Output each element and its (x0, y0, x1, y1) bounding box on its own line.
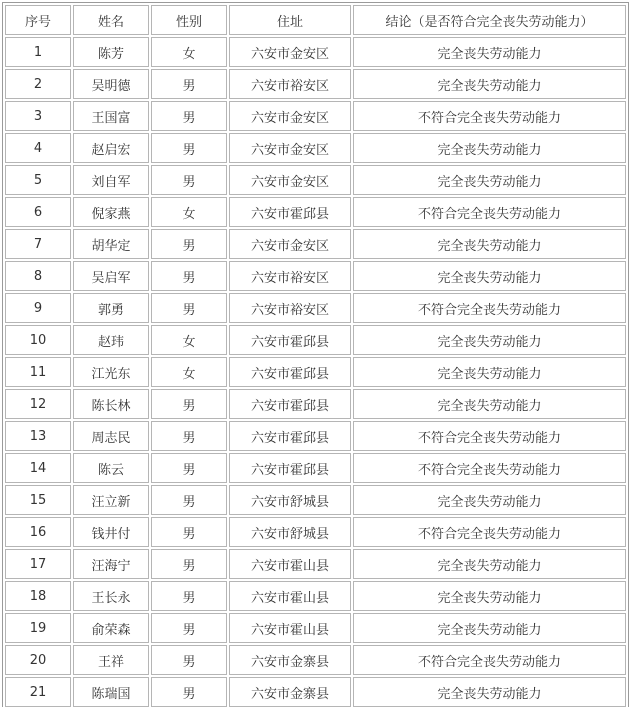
table-row (5, 485, 626, 515)
table-row (5, 325, 626, 355)
cell-gender: 女 (151, 357, 227, 387)
cell-index: 17 (5, 549, 71, 579)
cell-name: 吴启军 (73, 261, 149, 291)
cell-name: 王祥 (73, 645, 149, 675)
cell-gender: 男 (151, 229, 227, 259)
cell-gender: 男 (151, 389, 227, 419)
cell-address: 六安市舒城县 (229, 517, 351, 547)
cell-gender: 男 (151, 517, 227, 547)
table-row (5, 613, 626, 643)
cell-index: 1 (5, 37, 71, 67)
cell-gender: 男 (151, 133, 227, 163)
cell-gender: 男 (151, 453, 227, 483)
cell-name: 王长永 (73, 581, 149, 611)
table-row (5, 453, 626, 483)
cell-conclusion: 不符合完全丧失劳动能力 (353, 645, 626, 675)
table-row (5, 389, 626, 419)
cell-conclusion: 完全丧失劳动能力 (353, 677, 626, 707)
cell-conclusion: 完全丧失劳动能力 (353, 69, 626, 99)
cell-index: 3 (5, 101, 71, 131)
cell-address: 六安市霍山县 (229, 613, 351, 643)
cell-gender: 男 (151, 485, 227, 515)
cell-gender: 男 (151, 581, 227, 611)
cell-gender: 男 (151, 613, 227, 643)
assessment-table (2, 2, 629, 707)
table-row (5, 133, 626, 163)
cell-name: 赵玮 (73, 325, 149, 355)
cell-index: 5 (5, 165, 71, 195)
cell-address: 六安市裕安区 (229, 293, 351, 323)
table-row (5, 677, 626, 707)
cell-gender: 男 (151, 261, 227, 291)
cell-gender: 男 (151, 421, 227, 451)
cell-gender: 女 (151, 37, 227, 67)
cell-name: 俞荣森 (73, 613, 149, 643)
cell-index: 12 (5, 389, 71, 419)
cell-address: 六安市金安区 (229, 229, 351, 259)
cell-name: 赵启宏 (73, 133, 149, 163)
cell-address: 六安市霍邱县 (229, 389, 351, 419)
cell-conclusion: 完全丧失劳动能力 (353, 613, 626, 643)
cell-name: 陈芳 (73, 37, 149, 67)
cell-gender: 女 (151, 197, 227, 227)
cell-index: 18 (5, 581, 71, 611)
cell-address: 六安市金寨县 (229, 645, 351, 675)
cell-address: 六安市金安区 (229, 101, 351, 131)
cell-gender: 女 (151, 325, 227, 355)
cell-address: 六安市霍邱县 (229, 325, 351, 355)
cell-address: 六安市霍山县 (229, 549, 351, 579)
table-row (5, 165, 626, 195)
table-row (5, 517, 626, 547)
table-body (5, 37, 626, 707)
cell-conclusion: 完全丧失劳动能力 (353, 133, 626, 163)
cell-address: 六安市霍邱县 (229, 453, 351, 483)
table-row (5, 101, 626, 131)
cell-gender: 男 (151, 293, 227, 323)
cell-conclusion: 不符合完全丧失劳动能力 (353, 101, 626, 131)
header-address: 住址 (229, 5, 351, 35)
table-row (5, 293, 626, 323)
cell-name: 郭勇 (73, 293, 149, 323)
cell-address: 六安市霍山县 (229, 581, 351, 611)
table-row (5, 229, 626, 259)
table-row (5, 421, 626, 451)
cell-address: 六安市舒城县 (229, 485, 351, 515)
cell-conclusion: 完全丧失劳动能力 (353, 261, 626, 291)
cell-gender: 男 (151, 165, 227, 195)
cell-address: 六安市金安区 (229, 37, 351, 67)
cell-index: 6 (5, 197, 71, 227)
cell-index: 4 (5, 133, 71, 163)
cell-name: 王国富 (73, 101, 149, 131)
cell-address: 六安市霍邱县 (229, 421, 351, 451)
table-row (5, 581, 626, 611)
cell-index: 15 (5, 485, 71, 515)
cell-name: 陈云 (73, 453, 149, 483)
cell-name: 陈瑞国 (73, 677, 149, 707)
cell-index: 13 (5, 421, 71, 451)
cell-conclusion: 不符合完全丧失劳动能力 (353, 293, 626, 323)
cell-name: 周志民 (73, 421, 149, 451)
table-row (5, 645, 626, 675)
cell-address: 六安市金安区 (229, 133, 351, 163)
cell-index: 7 (5, 229, 71, 259)
cell-name: 汪立新 (73, 485, 149, 515)
cell-address: 六安市裕安区 (229, 261, 351, 291)
cell-conclusion: 不符合完全丧失劳动能力 (353, 421, 626, 451)
cell-index: 14 (5, 453, 71, 483)
cell-conclusion: 完全丧失劳动能力 (353, 389, 626, 419)
cell-index: 21 (5, 677, 71, 707)
cell-conclusion: 完全丧失劳动能力 (353, 229, 626, 259)
cell-name: 吴明德 (73, 69, 149, 99)
cell-address: 六安市金寨县 (229, 677, 351, 707)
header-name: 姓名 (73, 5, 149, 35)
cell-index: 20 (5, 645, 71, 675)
cell-index: 16 (5, 517, 71, 547)
cell-conclusion: 完全丧失劳动能力 (353, 165, 626, 195)
table-row (5, 261, 626, 291)
cell-name: 钱井付 (73, 517, 149, 547)
table-row (5, 69, 626, 99)
cell-gender: 男 (151, 101, 227, 131)
cell-conclusion: 不符合完全丧失劳动能力 (353, 517, 626, 547)
cell-gender: 男 (151, 645, 227, 675)
cell-address: 六安市霍邱县 (229, 197, 351, 227)
cell-conclusion: 完全丧失劳动能力 (353, 37, 626, 67)
cell-conclusion: 完全丧失劳动能力 (353, 325, 626, 355)
cell-address: 六安市霍邱县 (229, 357, 351, 387)
header-index: 序号 (5, 5, 71, 35)
cell-index: 10 (5, 325, 71, 355)
cell-index: 2 (5, 69, 71, 99)
table-row (5, 197, 626, 227)
cell-index: 19 (5, 613, 71, 643)
cell-conclusion: 不符合完全丧失劳动能力 (353, 453, 626, 483)
header-row (5, 5, 626, 35)
cell-address: 六安市裕安区 (229, 69, 351, 99)
cell-conclusion: 完全丧失劳动能力 (353, 549, 626, 579)
header-conclusion: 结论（是否符合完全丧失劳动能力） (353, 5, 626, 35)
cell-conclusion: 不符合完全丧失劳动能力 (353, 197, 626, 227)
cell-gender: 男 (151, 677, 227, 707)
cell-name: 江光东 (73, 357, 149, 387)
cell-index: 8 (5, 261, 71, 291)
cell-name: 倪家燕 (73, 197, 149, 227)
table-row (5, 549, 626, 579)
cell-name: 胡华定 (73, 229, 149, 259)
cell-index: 9 (5, 293, 71, 323)
cell-name: 刘自军 (73, 165, 149, 195)
cell-gender: 男 (151, 69, 227, 99)
cell-name: 汪海宁 (73, 549, 149, 579)
cell-index: 11 (5, 357, 71, 387)
header-gender: 性别 (151, 5, 227, 35)
cell-name: 陈长林 (73, 389, 149, 419)
table-row (5, 37, 626, 67)
cell-conclusion: 完全丧失劳动能力 (353, 357, 626, 387)
cell-address: 六安市金安区 (229, 165, 351, 195)
cell-conclusion: 完全丧失劳动能力 (353, 485, 626, 515)
cell-conclusion: 完全丧失劳动能力 (353, 581, 626, 611)
table-row (5, 357, 626, 387)
cell-gender: 男 (151, 549, 227, 579)
